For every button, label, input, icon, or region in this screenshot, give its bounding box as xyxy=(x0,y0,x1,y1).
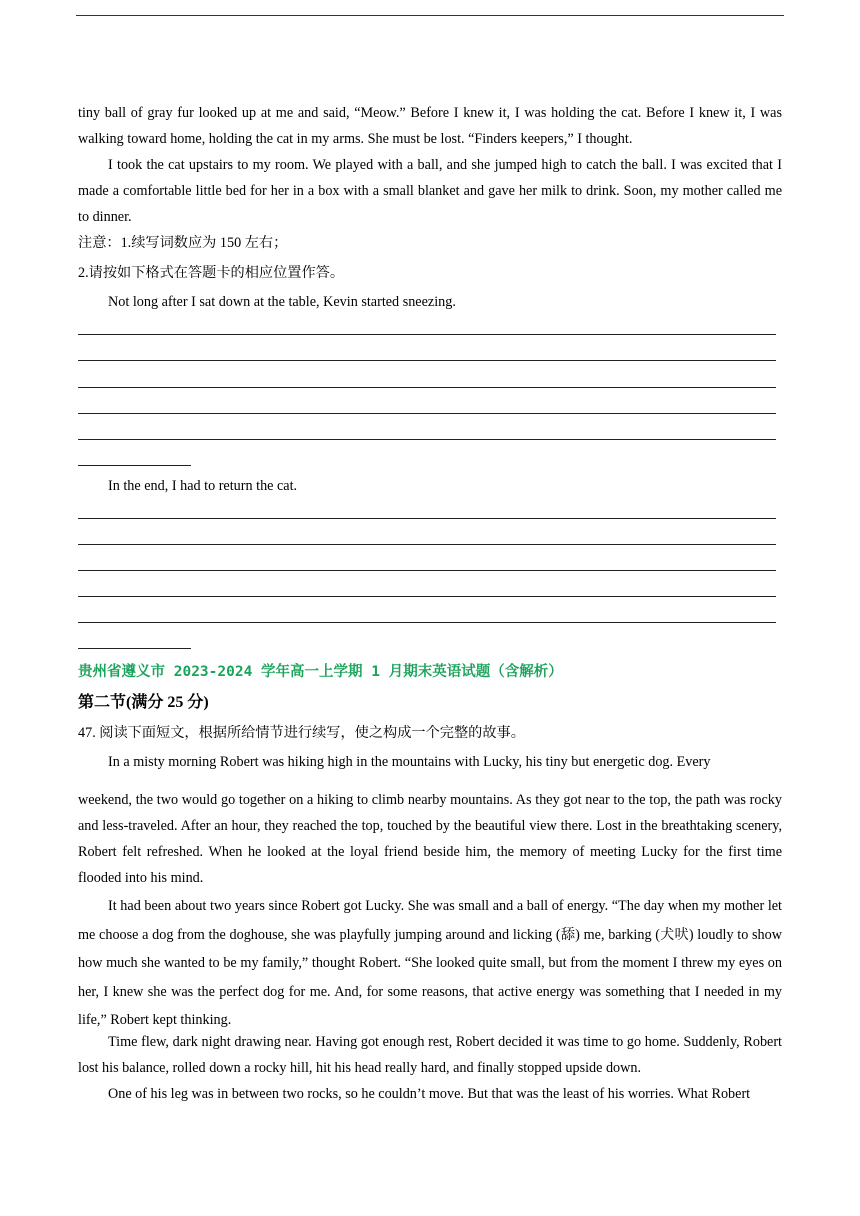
story-paragraph-1: weekend, the two would go together on a hiking to climb nearby mountains. As they got near to the top, the path was rocky and less-traveled. After an hour, they reached the top, touched by the beautiful view there. Lost in the breathtaking scenery, Robert felt refreshed. When he looked at the loyal friend beside him, the memory of meeting Lucky for the first time flooded into his mind. xyxy=(78,792,782,886)
story-paragraph-4: One of his leg was in between two rocks, so he couldn’t move. But that was the least of his worries. What Robert xyxy=(108,1086,751,1102)
story-paragraph-3: Time flew, dark night drawing near. Having got enough rest, Robert decided it was time to go home. Suddenly, Robert lost his balance, rolled down a rocky hill, hit his head really hard, and finally stopped upside down. xyxy=(78,1034,782,1076)
continuation-prompt-1: Not long after I sat down at the table, Kevin started sneezing. xyxy=(108,294,456,310)
answer-line xyxy=(78,570,776,571)
answer-line xyxy=(78,648,191,649)
source-title: 贵州省遵义市 2023-2024 学年高一上学期 1 月期末英语试题（含解析） xyxy=(78,664,563,680)
question-47: 47. 阅读下面短文，根据所给情节进行续写，使之构成一个完整的故事。 xyxy=(78,725,525,741)
answer-line xyxy=(78,439,776,440)
answer-line xyxy=(78,360,776,361)
continuation-prompt-2: In the end, I had to return the cat. xyxy=(108,478,298,494)
note-word-count: 注意：1.续写词数应为 150 左右； xyxy=(78,235,288,251)
passage-paragraph-1: tiny ball of gray fur looked up at me and said, “Meow.” Before I knew it, I was holding the cat. Before I knew it, I was walking toward home, holding the cat in my arms. She must be lost. “Finders keepers,” I thought. xyxy=(78,105,782,147)
answer-line xyxy=(78,544,776,545)
answer-line xyxy=(78,387,776,388)
story-paragraph-1-first-line: In a misty morning Robert was hiking high in the mountains with Lucky, his tiny but energetic dog. Every xyxy=(108,754,711,770)
answer-line xyxy=(78,334,776,335)
note-format: 2.请按如下格式在答题卡的相应位置作答。 xyxy=(78,265,345,281)
section-title: 第二节(满分 25 分) xyxy=(78,694,209,711)
answer-line xyxy=(78,413,776,414)
passage-paragraph-2: I took the cat upstairs to my room. We played with a ball, and she jumped high to catch the ball. I was excited that I made a comfortable little bed for her in a box with a small blanket and gave her milk to drink. Soon, my mother called me to dinner. xyxy=(78,157,782,225)
answer-line xyxy=(78,465,191,466)
answer-line xyxy=(78,596,776,597)
story-paragraph-2: It had been about two years since Robert got Lucky. She was small and a ball of energy. “The day when my mother let me choose a dog from the doghouse, she was playfully jumping around and licking (舔) me, barking (犬吠) loudly to show how much she wanted to be my family,” thought Robert. “She looked quite small, but from the moment I threw my eyes on her, I knew she was the perfect dog for me. And, for some reasons, that active energy was something that I needed in my life,” Robert kept thinking. xyxy=(78,898,782,1028)
header-rule xyxy=(76,15,784,16)
answer-line xyxy=(78,622,776,623)
answer-line xyxy=(78,518,776,519)
